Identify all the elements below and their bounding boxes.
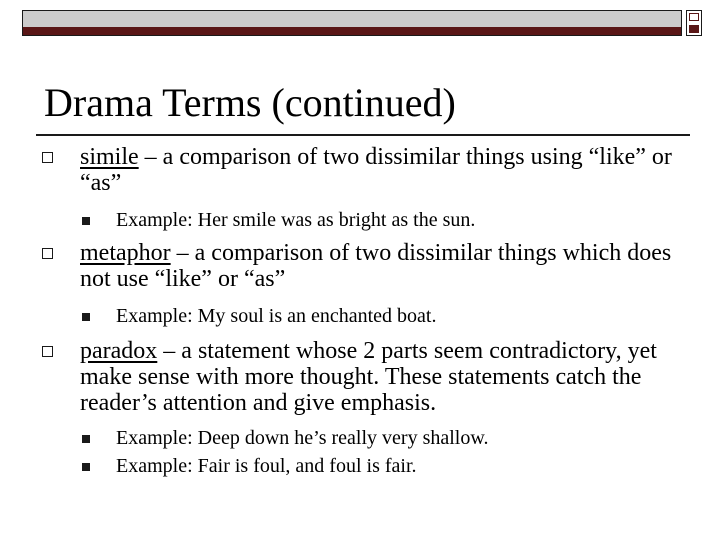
- example-list: [0, 424, 720, 480]
- bullet-text: [0, 144, 720, 196]
- slide-title: Drama Terms (continued): [44, 80, 456, 125]
- example-item: [0, 206, 720, 234]
- bullet-text: [0, 240, 720, 292]
- bullet-item-simile: [0, 144, 720, 234]
- example-text: Example: Her smile was as bright as the sun.: [116, 209, 476, 231]
- top-bar-accent-stripe: [23, 27, 681, 35]
- hollow-square-bullet-icon: [42, 152, 53, 163]
- bullet-text: [0, 338, 720, 416]
- top-decoration-bar: [22, 10, 682, 36]
- example-item: [0, 424, 720, 452]
- term-metaphor: metaphor: [80, 240, 171, 266]
- corner-box-outline: [689, 13, 699, 21]
- bullet-item-metaphor: [0, 240, 720, 330]
- filled-square-bullet-icon: [82, 435, 90, 443]
- example-item: [0, 302, 720, 330]
- example-text: Example: Fair is foul, and foul is fair.: [116, 455, 417, 477]
- bullet-item-paradox: [0, 338, 720, 480]
- title-divider: [36, 134, 690, 136]
- slide-content: [0, 144, 720, 488]
- filled-square-bullet-icon: [82, 217, 90, 225]
- term-paradox: paradox: [80, 338, 158, 364]
- example-list: [0, 302, 720, 330]
- hollow-square-bullet-icon: [42, 248, 53, 259]
- example-text: Example: Deep down he’s really very shallow.: [116, 427, 489, 449]
- term-simile: simile: [80, 144, 139, 170]
- definition-simile: – a comparison of two dissimilar things using “like” or “as”: [80, 144, 672, 196]
- definition-metaphor: – a comparison of two dissimilar things which does not use “like” or “as”: [80, 240, 672, 292]
- example-list: [0, 206, 720, 234]
- filled-square-bullet-icon: [82, 313, 90, 321]
- filled-square-bullet-icon: [82, 463, 90, 471]
- example-text: Example: My soul is an enchanted boat.: [116, 305, 437, 327]
- corner-box-fill: [689, 25, 699, 33]
- example-item: [0, 452, 720, 480]
- definition-paradox: – a statement whose 2 parts seem contradictory, yet make sense with more thought. These statements catch the reader’s attention and give emphasis.: [80, 338, 657, 416]
- hollow-square-bullet-icon: [42, 346, 53, 357]
- corner-decoration-box: [686, 10, 702, 36]
